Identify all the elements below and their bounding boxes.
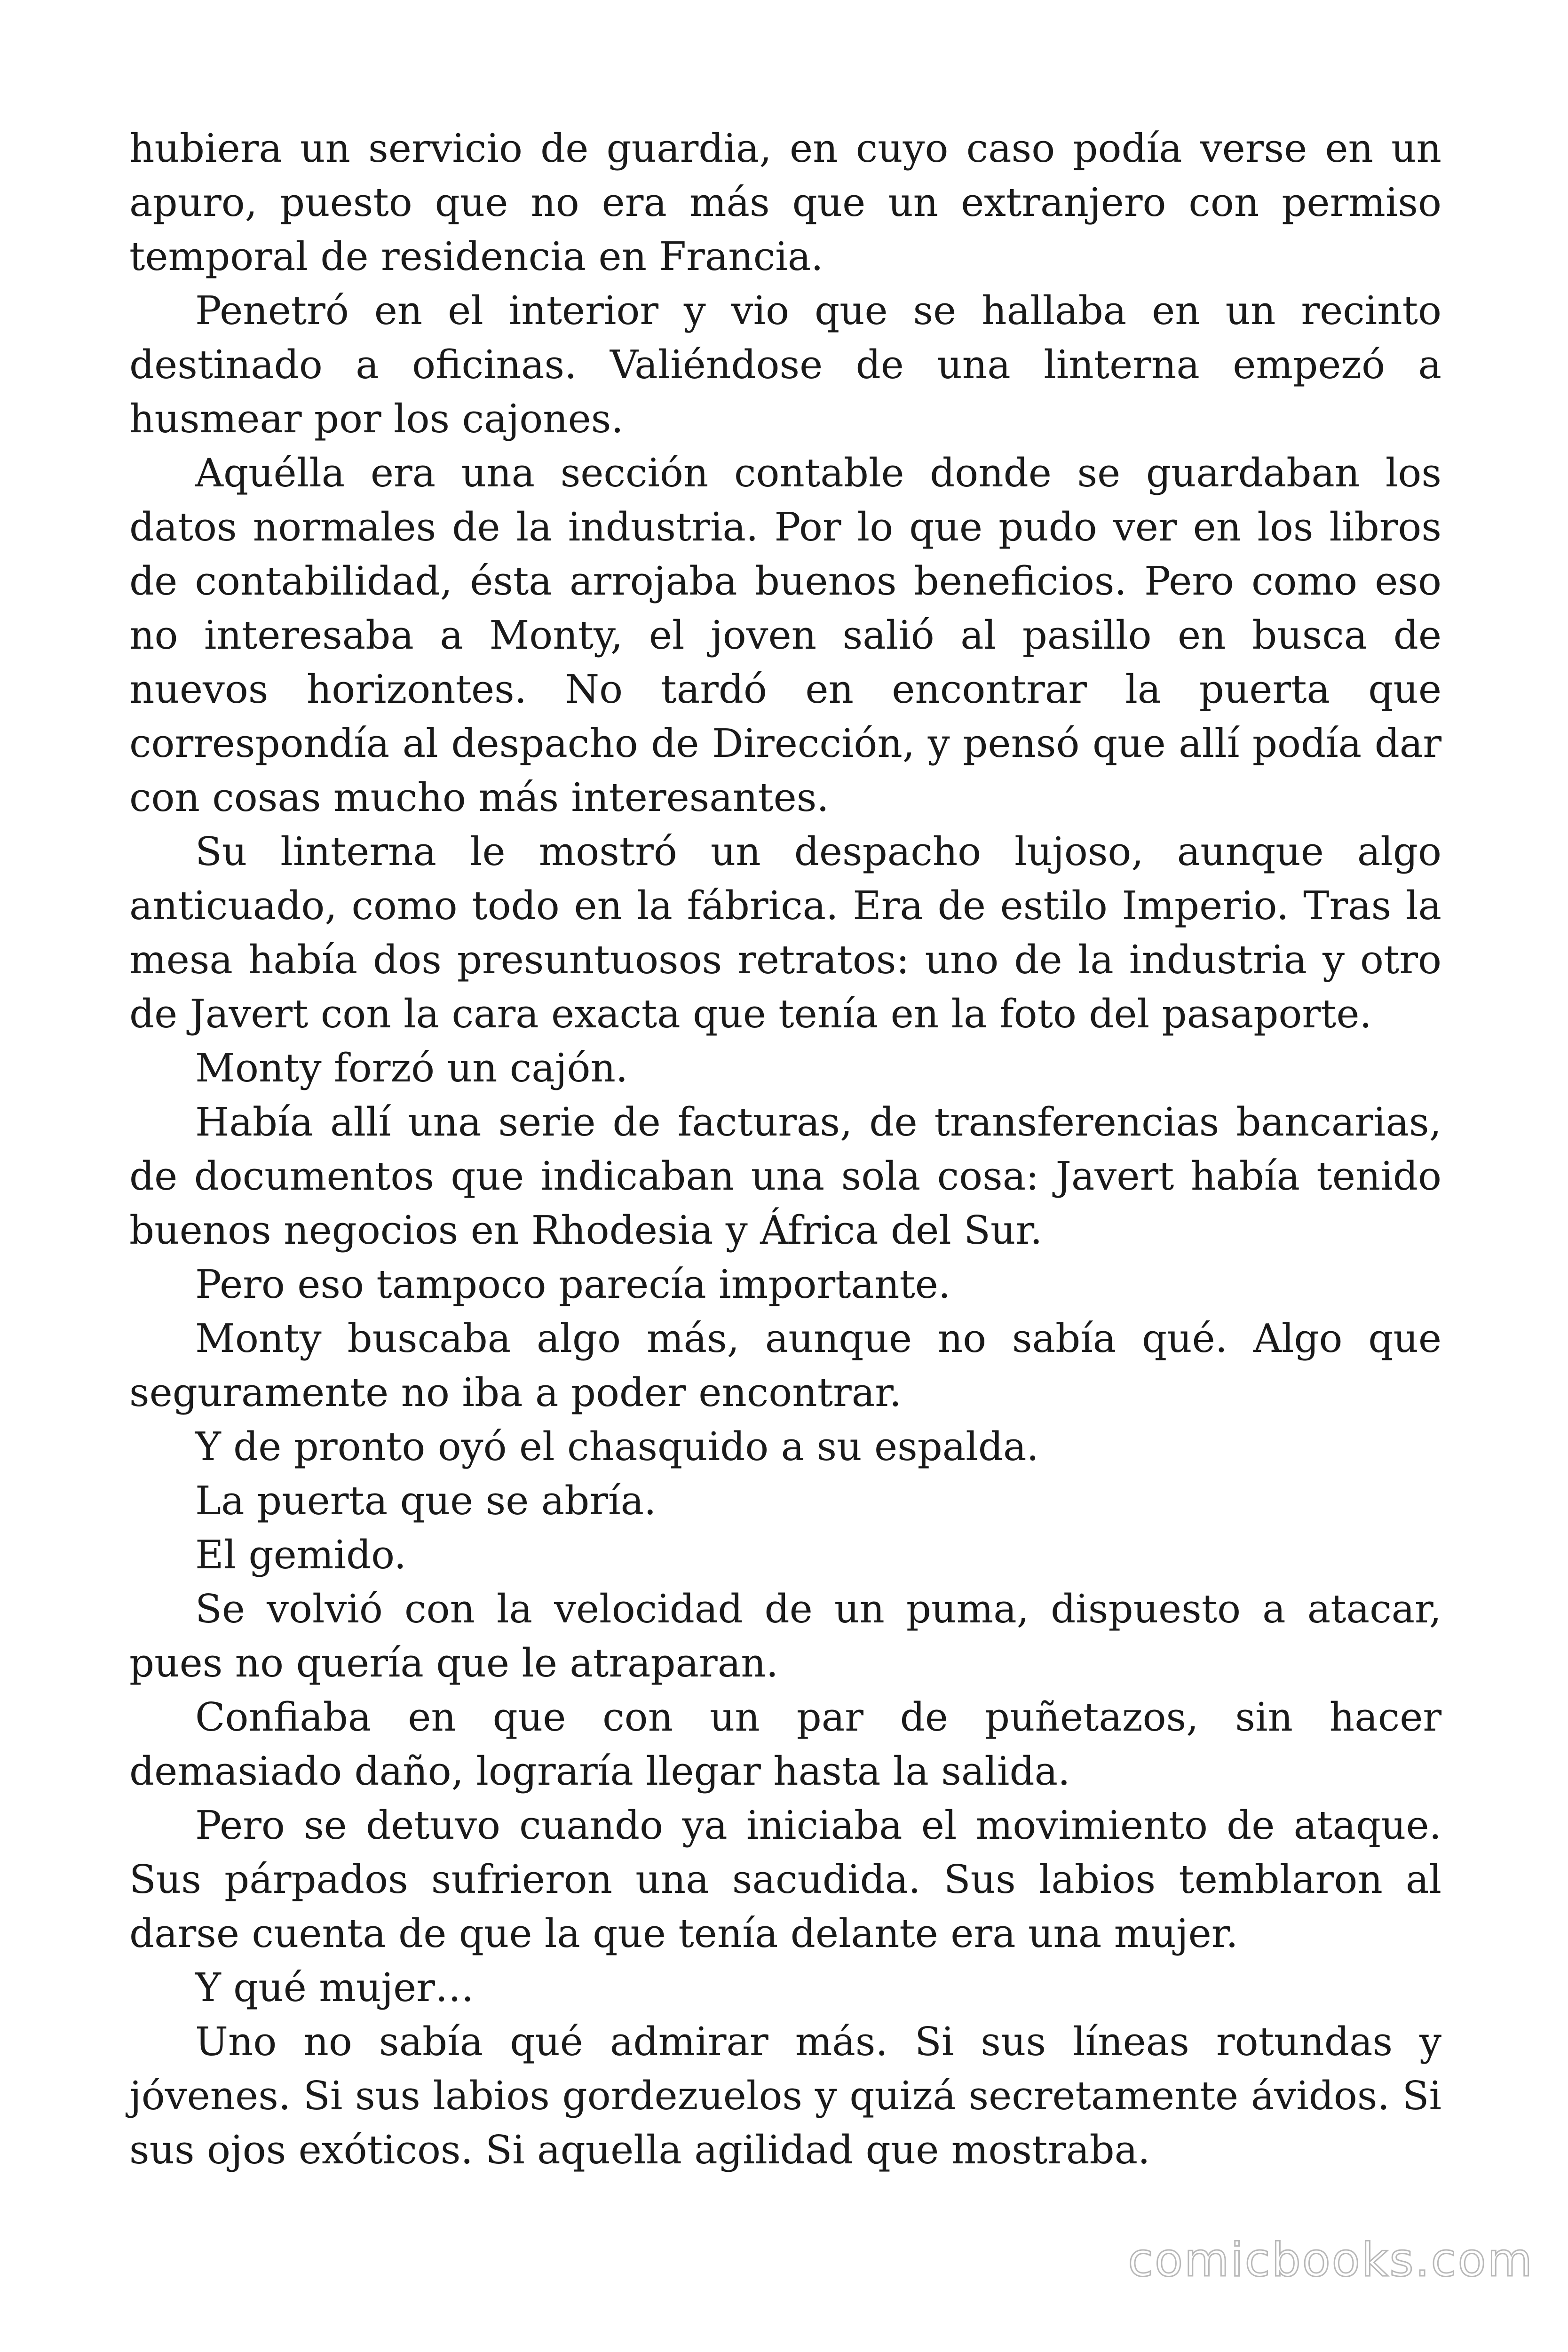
paragraph-15: Y qué mujer…: [195, 1965, 474, 2010]
paragraph-14: Pero se detuvo cuando ya iniciaba el movimiento de ataque. Sus párpados sufrieron una sacudida. Sus labios temblaron al darse cuenta de que la que tenía delante era una mujer.: [129, 1803, 1441, 1956]
paragraph-8: Monty buscaba algo más, aunque no sabía qué. Algo que seguramente no iba a poder encontrar.: [129, 1316, 1441, 1415]
paragraph-2: Penetró en el interior y vio que se hallaba en un recinto destinado a oficinas. Valiéndose de una linterna empezó a husmear por los cajones.: [129, 288, 1441, 442]
paragraph-5: Monty forzó un cajón.: [195, 1045, 628, 1091]
paragraph-10: La puerta que se abría.: [195, 1478, 657, 1524]
paragraph-11: El gemido.: [195, 1532, 407, 1578]
body-text: [129, 121, 1441, 2177]
paragraph-1: hubiera un servicio de guardia, en cuyo caso podía verse en un apuro, puesto que no era más que un extranjero con permiso temporal de residencia en Francia.: [129, 126, 1441, 279]
paragraph-3: Aquélla era una sección contable donde se guardaban los datos normales de la industria. Por lo que pudo ver en los libros de contabilidad, ésta arrojaba buenos beneficios. Pero como eso no interesaba a Monty, el joven salió al pasillo en busca de nuevos horizontes. No tardó en encontrar la puerta que correspondía al despacho de Dirección, y pensó que allí podía dar con cosas mucho más interesantes.: [129, 450, 1441, 820]
paragraph-7: Pero eso tampoco parecía importante.: [195, 1262, 951, 1307]
paragraph-9: Y de pronto oyó el chasquido a su espalda.: [195, 1424, 1039, 1470]
paragraph-13: Confiaba en que con un par de puñetazos, sin hacer demasiado daño, lograría llegar hasta la salida.: [129, 1694, 1441, 1794]
paragraph-6: Había allí una serie de facturas, de transferencias bancarias, de documentos que indicaban una sola cosa: Javert había tenido buenos negocios en Rhodesia y África del Sur.: [129, 1099, 1441, 1253]
paragraph-4: Su linterna le mostró un despacho lujoso, aunque algo anticuado, como todo en la fábrica. Era de estilo Imperio. Tras la mesa había dos presuntuosos retratos: uno de la industria y otro de Javert con la cara exacta que tenía en la foto del pasaporte.: [129, 829, 1441, 1037]
paragraph-12: Se volvió con la velocidad de un puma, dispuesto a atacar, pues no quería que le atraparan.: [129, 1586, 1441, 1686]
watermark: comicbooks.com: [1128, 2233, 1534, 2287]
paragraph-16: Uno no sabía qué admirar más. Si sus líneas rotundas y jóvenes. Si sus labios gordezuelos y quizá secretamente ávidos. Si sus ojos exóticos. Si aquella agilidad que mostraba.: [129, 2019, 1441, 2173]
